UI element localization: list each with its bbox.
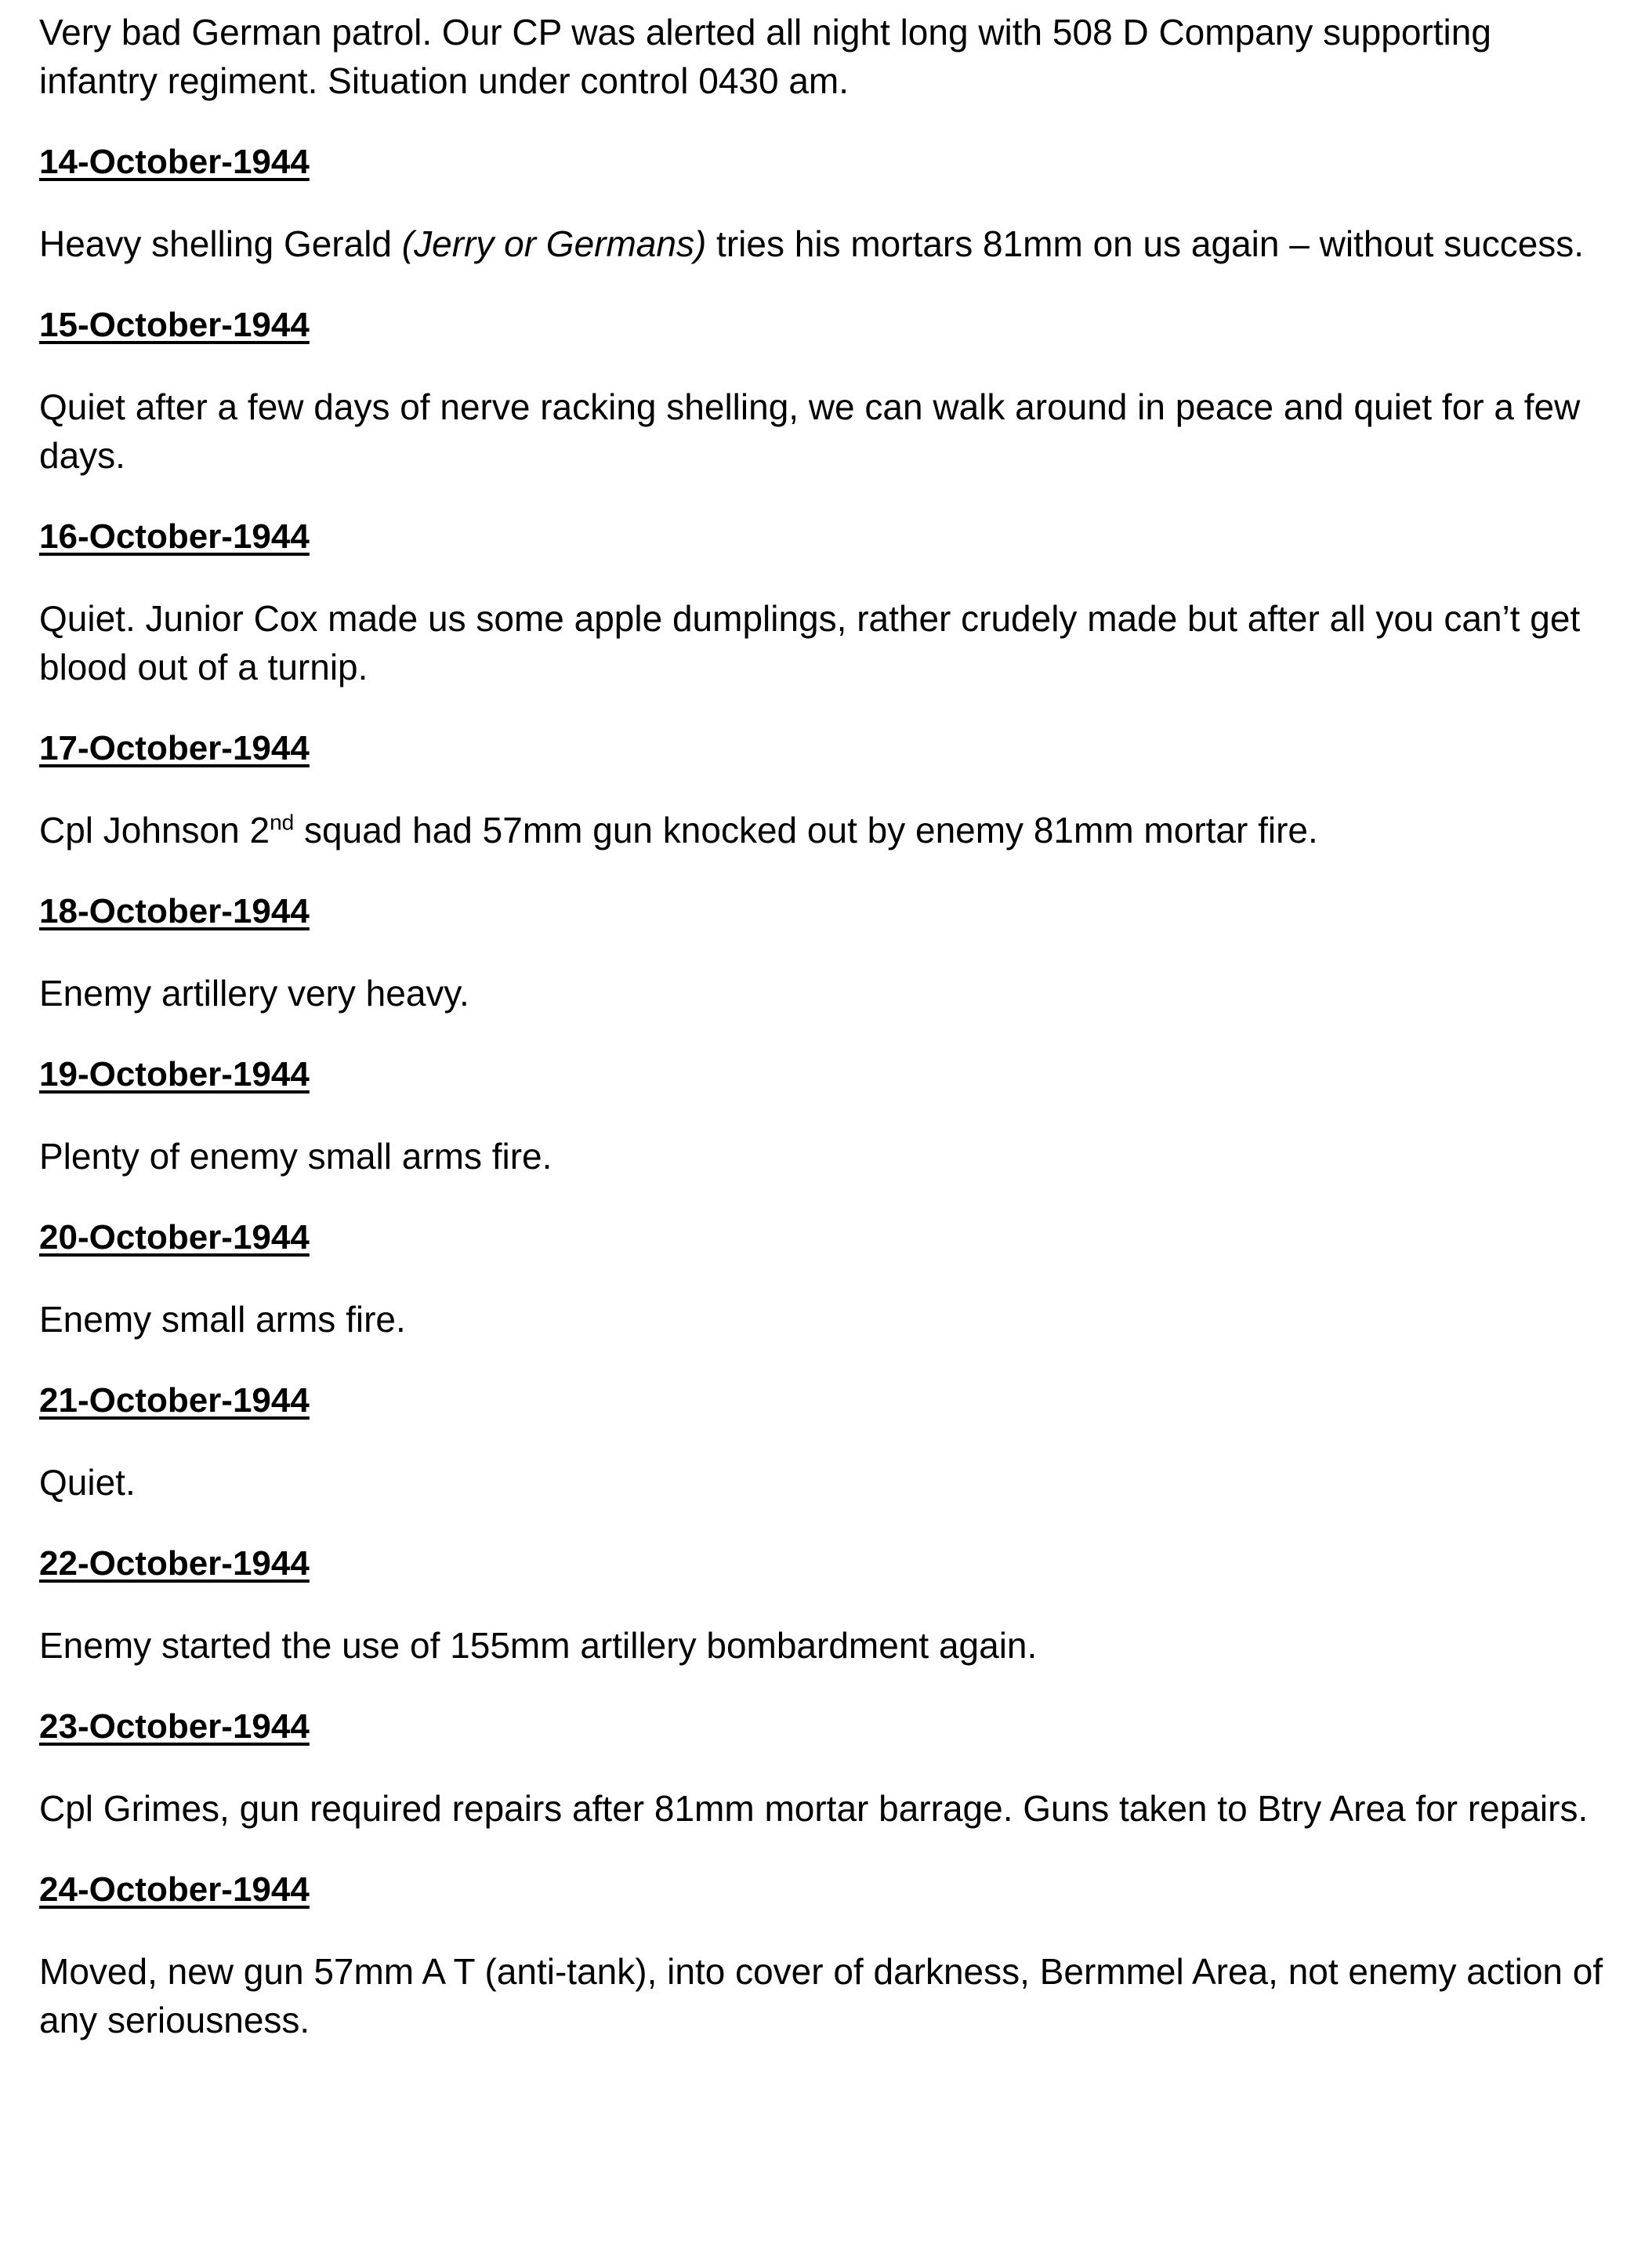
entry-date-heading: 14-October-1944 bbox=[39, 143, 310, 181]
entry-date-heading: 16-October-1944 bbox=[39, 517, 310, 556]
entry-text-part: Cpl Johnson 2 bbox=[39, 810, 270, 851]
entry-text: Cpl Grimes, gun required repairs after 81mm mortar barrage. Guns taken to Btry Area for repairs. bbox=[39, 1788, 1589, 1829]
entry-text-superscript: nd bbox=[270, 810, 295, 835]
entry-text bbox=[39, 806, 1607, 854]
entry-text-italic: (Jerry or Germans) bbox=[401, 223, 707, 264]
entry-intro-text: Very bad German patrol. Our CP was alerted all night long with 508 D Company supporting infantry regiment. Situation under control 0430 am. bbox=[39, 12, 1491, 101]
entry-text bbox=[39, 219, 1607, 268]
entry-date-heading: 21-October-1944 bbox=[39, 1381, 310, 1420]
entry-date-heading: 20-October-1944 bbox=[39, 1218, 310, 1257]
entry-text: Enemy started the use of 155mm artillery bombardment again. bbox=[39, 1625, 1038, 1666]
entry-text-part: Heavy shelling Gerald bbox=[39, 223, 402, 264]
entry-text: Quiet. bbox=[39, 1462, 136, 1503]
entry-date-heading: 22-October-1944 bbox=[39, 1544, 310, 1583]
entry-text: Plenty of enemy small arms fire. bbox=[39, 1136, 552, 1177]
entry-date-heading: 17-October-1944 bbox=[39, 729, 310, 767]
entry-text: Moved, new gun 57mm A T (anti-tank), into cover of darkness, Bermmel Area, not enemy action of any seriousness. bbox=[39, 1951, 1603, 2040]
entry-text: Quiet after a few days of nerve racking shelling, we can walk around in peace and quiet for a few days. bbox=[39, 386, 1581, 476]
entry-date-heading: 24-October-1944 bbox=[39, 1870, 310, 1909]
entry-text: Quiet. Junior Cox made us some apple dumplings, rather crudely made but after all you can’t get blood out of a turnip. bbox=[39, 598, 1581, 687]
entry-date-heading: 23-October-1944 bbox=[39, 1707, 310, 1746]
entry-text-part: squad had 57mm gun knocked out by enemy 81mm mortar fire. bbox=[294, 810, 1318, 851]
entry-text-part: tries his mortars 81mm on us again – without success. bbox=[706, 223, 1585, 264]
document-page bbox=[39, 8, 1607, 2077]
entry-date-heading: 19-October-1944 bbox=[39, 1055, 310, 1094]
entry-text: Enemy artillery very heavy. bbox=[39, 973, 469, 1014]
entry-date-heading: 18-October-1944 bbox=[39, 892, 310, 930]
entry-text: Enemy small arms fire. bbox=[39, 1299, 406, 1340]
entry-date-heading: 15-October-1944 bbox=[39, 306, 310, 344]
